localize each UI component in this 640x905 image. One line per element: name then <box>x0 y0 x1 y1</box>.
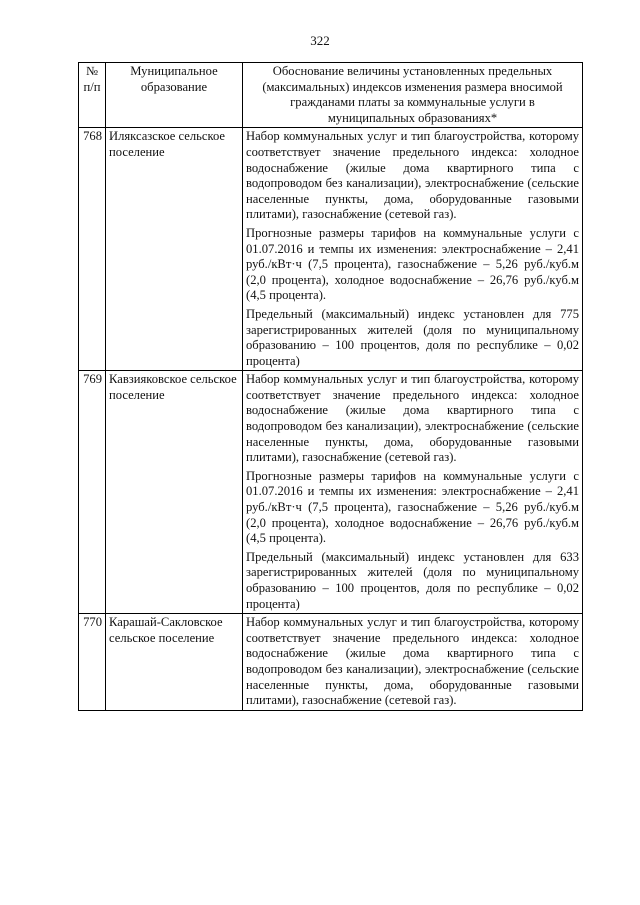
justification-services: Набор коммунальных услуг и тип благоустройства, которому соответствует значение предельного индекса: холодное водоснабжение (жилые дома квартирного типа с водопроводом без канализации), электроснабжение (сельские населенные пункты, дома, оборудованные газовыми плитами), газоснабжение (сетевой газ). <box>246 615 579 708</box>
table-row <box>79 371 583 614</box>
row-number: 769 <box>79 371 106 614</box>
header-num: № п/п <box>79 63 106 128</box>
justification-tariffs: Прогнозные размеры тарифов на коммунальные услуги с 01.07.2016 и темпы их изменения: электроснабжение – 2,41 руб./кВт·ч (7,5 процента), газоснабжение – 5,26 руб./куб.м (2,0 процента), холодное водоснабжение – 26,76 руб./куб.м (4,5 процента). <box>246 225 579 303</box>
row-municipality: Карашай-Сакловское сельское поселение <box>106 614 243 711</box>
row-justification <box>243 128 583 371</box>
table-header-row <box>79 63 583 128</box>
row-number: 768 <box>79 128 106 371</box>
header-municipality: Муниципальное образование <box>106 63 243 128</box>
justification-services: Набор коммунальных услуг и тип благоустройства, которому соответствует значение предельного индекса: холодное водоснабжение (жилые дома квартирного типа с водопроводом без канализации), электроснабжение (сельские населенные пункты, дома, оборудованные газовыми плитами), газоснабжение (сетевой газ). <box>246 129 579 222</box>
table-row <box>79 128 583 371</box>
row-municipality: Иляксазское сельское поселение <box>106 128 243 371</box>
justification-index: Предельный (максимальный) индекс установлен для 775 зарегистрированных жителей (доля по муниципальному образованию – 100 процентов, доля по республике – 0,02 процента) <box>246 306 579 368</box>
table-row <box>79 614 583 711</box>
justification-tariffs: Прогнозные размеры тарифов на коммунальные услуги с 01.07.2016 и темпы их изменения: электроснабжение – 2,41 руб./кВт·ч (7,5 процента), газоснабжение – 5,26 руб./куб.м (2,0 процента), холодное водоснабжение – 26,76 руб./куб.м (4,5 процента). <box>246 468 579 546</box>
tariff-index-table <box>78 62 583 711</box>
header-justification: Обоснование величины установленных предельных (максимальных) индексов изменения размера вносимой гражданами платы за коммунальные услуги в муниципальных образованиях* <box>243 63 583 128</box>
justification-services: Набор коммунальных услуг и тип благоустройства, которому соответствует значение предельного индекса: холодное водоснабжение (жилые дома квартирного типа с водопроводом без канализации), электроснабжение (сельские населенные пункты, дома, оборудованные газовыми плитами), газоснабжение (сетевой газ). <box>246 372 579 465</box>
page-number: 322 <box>310 33 330 48</box>
row-number: 770 <box>79 614 106 711</box>
row-justification <box>243 614 583 711</box>
row-justification <box>243 371 583 614</box>
justification-index: Предельный (максимальный) индекс установлен для 633 зарегистрированных жителей (доля по муниципальному образованию – 100 процентов, доля по республике – 0,02 процента) <box>246 549 579 611</box>
row-municipality: Кавзияковское сельское поселение <box>106 371 243 614</box>
